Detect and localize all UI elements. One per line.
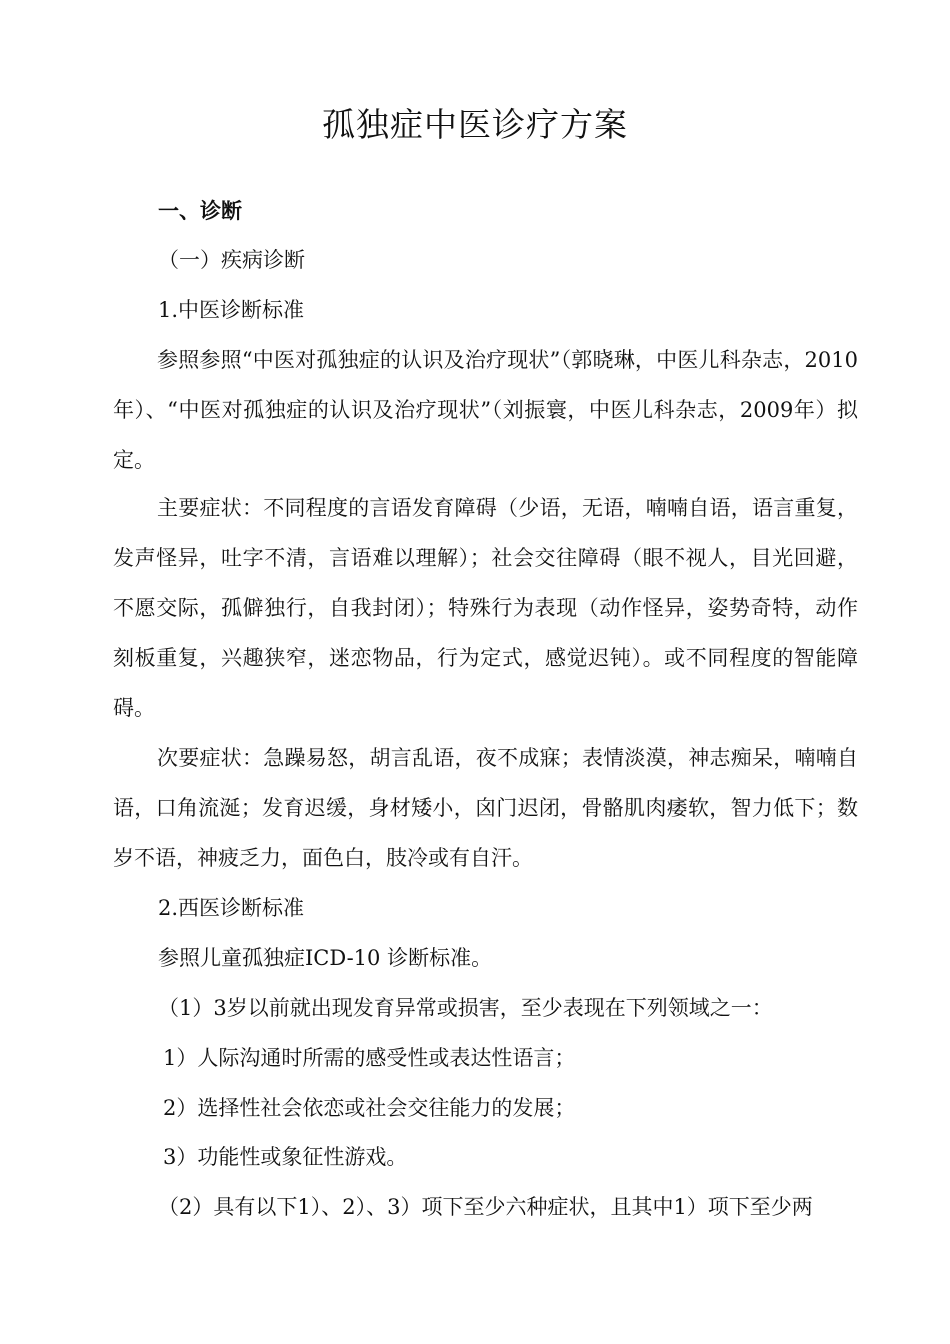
subsection-heading-disease-diagnosis: （一）疾病诊断	[158, 248, 305, 272]
criterion-1-sub-1: 1）人际沟通时所需的感受性或表达性语言；	[163, 1046, 576, 1070]
criterion-1-sub-2: 2）选择性社会依恋或社会交往能力的发展；	[163, 1096, 576, 1120]
paragraph-reference: 参照参照“中医对孤独症的认识及治疗现状”（郭晓琳，中医儿科杂志，2010年）、“中医对孤独症的认识及治疗现状”（刘振寰，中医儿科杂志，2009年）拟定。	[113, 348, 858, 472]
paragraph-icd10: 参照儿童孤独症ICD-10 诊断标准。	[158, 946, 493, 970]
paragraph-main-symptoms: 主要症状：不同程度的言语发育障碍（少语，无语，喃喃自语，语言重复，发声怪异，吐字不清，言语难以理解）；社会交往障碍（眼不视人，目光回避，不愿交际，孤僻独行，自我封闭）；特殊行为表现（动作怪异，姿势奇特，动作刻板重复，兴趣狭窄，迷恋物品，行为定式，感觉迟钝）。或不同程度的智能障碍。	[113, 496, 858, 720]
paragraph-secondary-symptoms: 次要症状：急躁易怒，胡言乱语，夜不成寐；表情淡漠，神志痴呆，喃喃自语，口角流涎；发育迟缓，身材矮小，囟门迟闭，骨骼肌肉痿软，智力低下；数岁不语，神疲乏力，面色白，肢冷或有自汗。	[113, 746, 858, 870]
section-heading-diagnosis: 一、诊断	[158, 198, 242, 223]
criterion-2: （2）具有以下1）、2）、3）项下至少六种症状，且其中1）项下至少两	[158, 1195, 813, 1219]
item-heading-western-criteria: 2.西医诊断标准	[158, 896, 305, 920]
criterion-1: （1）3岁以前就出现发育异常或损害，至少表现在下列领域之一：	[158, 996, 773, 1020]
document-title: 孤独症中医诊疗方案	[322, 105, 628, 144]
criterion-1-sub-3: 3）功能性或象征性游戏。	[163, 1145, 408, 1169]
item-heading-tcm-criteria: 1.中医诊断标准	[158, 298, 305, 322]
